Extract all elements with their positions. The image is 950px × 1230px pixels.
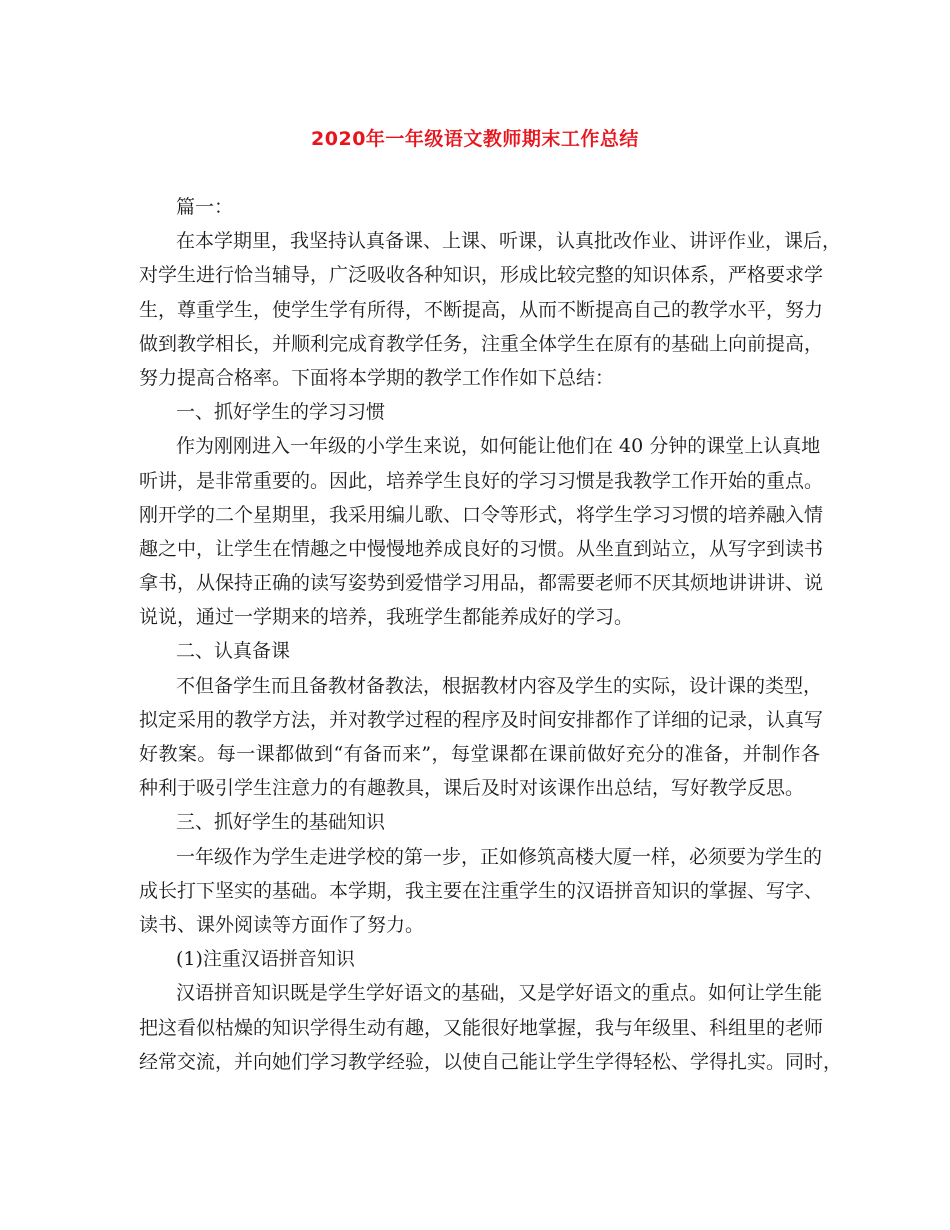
paragraph-line: 不但备学生而且备教材备教法，根据教材内容及学生的实际，设计课的类型， [176,674,823,697]
paragraph-line: 做到教学相长，并顺利完成育教学任务，注重全体学生在原有的基础上向前提高， [139,332,824,355]
paragraph-line: 一年级作为学生走进学校的第一步，正如修筑高楼大厦一样，必须要为学生的 [176,845,823,868]
paragraph-line: 拿书，从保持正确的读写姿势到爱惜学习用品，都需要老师不厌其烦地讲讲讲、说 [139,572,824,595]
paragraph-line: 读书、课外阅读等方面作了努力。 [139,913,425,936]
section-heading: 二、认真备课 [176,640,291,663]
paragraph-line: 听讲，是非常重要的。因此，培养学生良好的学习习惯是我教学工作开始的重点。 [139,469,824,492]
paragraph-line: 好教案。每一课都做到“有备而来”，每堂课都在课前做好充分的准备，并制作各 [139,743,820,765]
paragraph-line: 成长打下坚实的基础。本学期，我主要在注重学生的汉语拼音知识的掌握、写字、 [139,879,824,902]
paragraph-line: 生，尊重学生，使学生学有所得，不断提高，从而不断提高自己的教学水平，努力 [139,298,824,321]
section-label-pian-yi: 篇一： [176,196,234,218]
section-heading: 一、抓好学生的学习习惯 [176,401,386,424]
paragraph-line: 刚开学的二个星期里，我采用编儿歌、口令等形式，将学生学习习惯的培养融入情 [139,503,824,526]
paragraph-line: 把这看似枯燥的知识学得生动有趣，又能很好地掌握，我与年级里、科组里的老师 [139,1016,824,1039]
subsection-heading: (1)注重汉语拼音知识 [176,948,355,971]
section-heading: 三、抓好学生的基础知识 [176,811,386,834]
paragraph-line: 说说，通过一学期来的培养，我班学生都能养成好的学习。 [139,606,634,629]
paragraph-line: 趣之中，让学生在情趣之中慢慢地养成良好的习惯。从坐直到站立，从写字到读书 [139,537,824,560]
paragraph-line: 努力提高合格率。下面将本学期的教学工作作如下总结： [139,366,615,389]
paragraph-line: 经常交流，并向她们学习教学经验，以使自己能让学生学得轻松、学得扎实。同时， [139,1050,843,1073]
paragraph-line: 种利于吸引学生注意力的有趣教具，课后及时对该课作出总结，写好教学反思。 [139,777,805,800]
paragraph-line: 对学生进行恰当辅导，广泛吸收各种知识，形成比较完整的知识体系，严格要求学 [139,264,824,287]
paragraph-line: 汉语拼音知识既是学生学好语文的基础，又是学好语文的重点。如何让学生能 [176,982,823,1005]
document-title: 2020年一年级语文教师期末工作总结 [311,128,639,150]
paragraph-line: 在本学期里，我坚持认真备课、上课、听课，认真批改作业、讲评作业，课后， [176,230,842,253]
paragraph-line: 拟定采用的教学方法，并对教学过程的程序及时间安排都作了详细的记录，认真写 [139,708,824,731]
document-body [139,190,843,1079]
paragraph-line: 作为刚刚进入一年级的小学生来说，如何能让他们在 40 分钟的课堂上认真地 [176,435,821,458]
